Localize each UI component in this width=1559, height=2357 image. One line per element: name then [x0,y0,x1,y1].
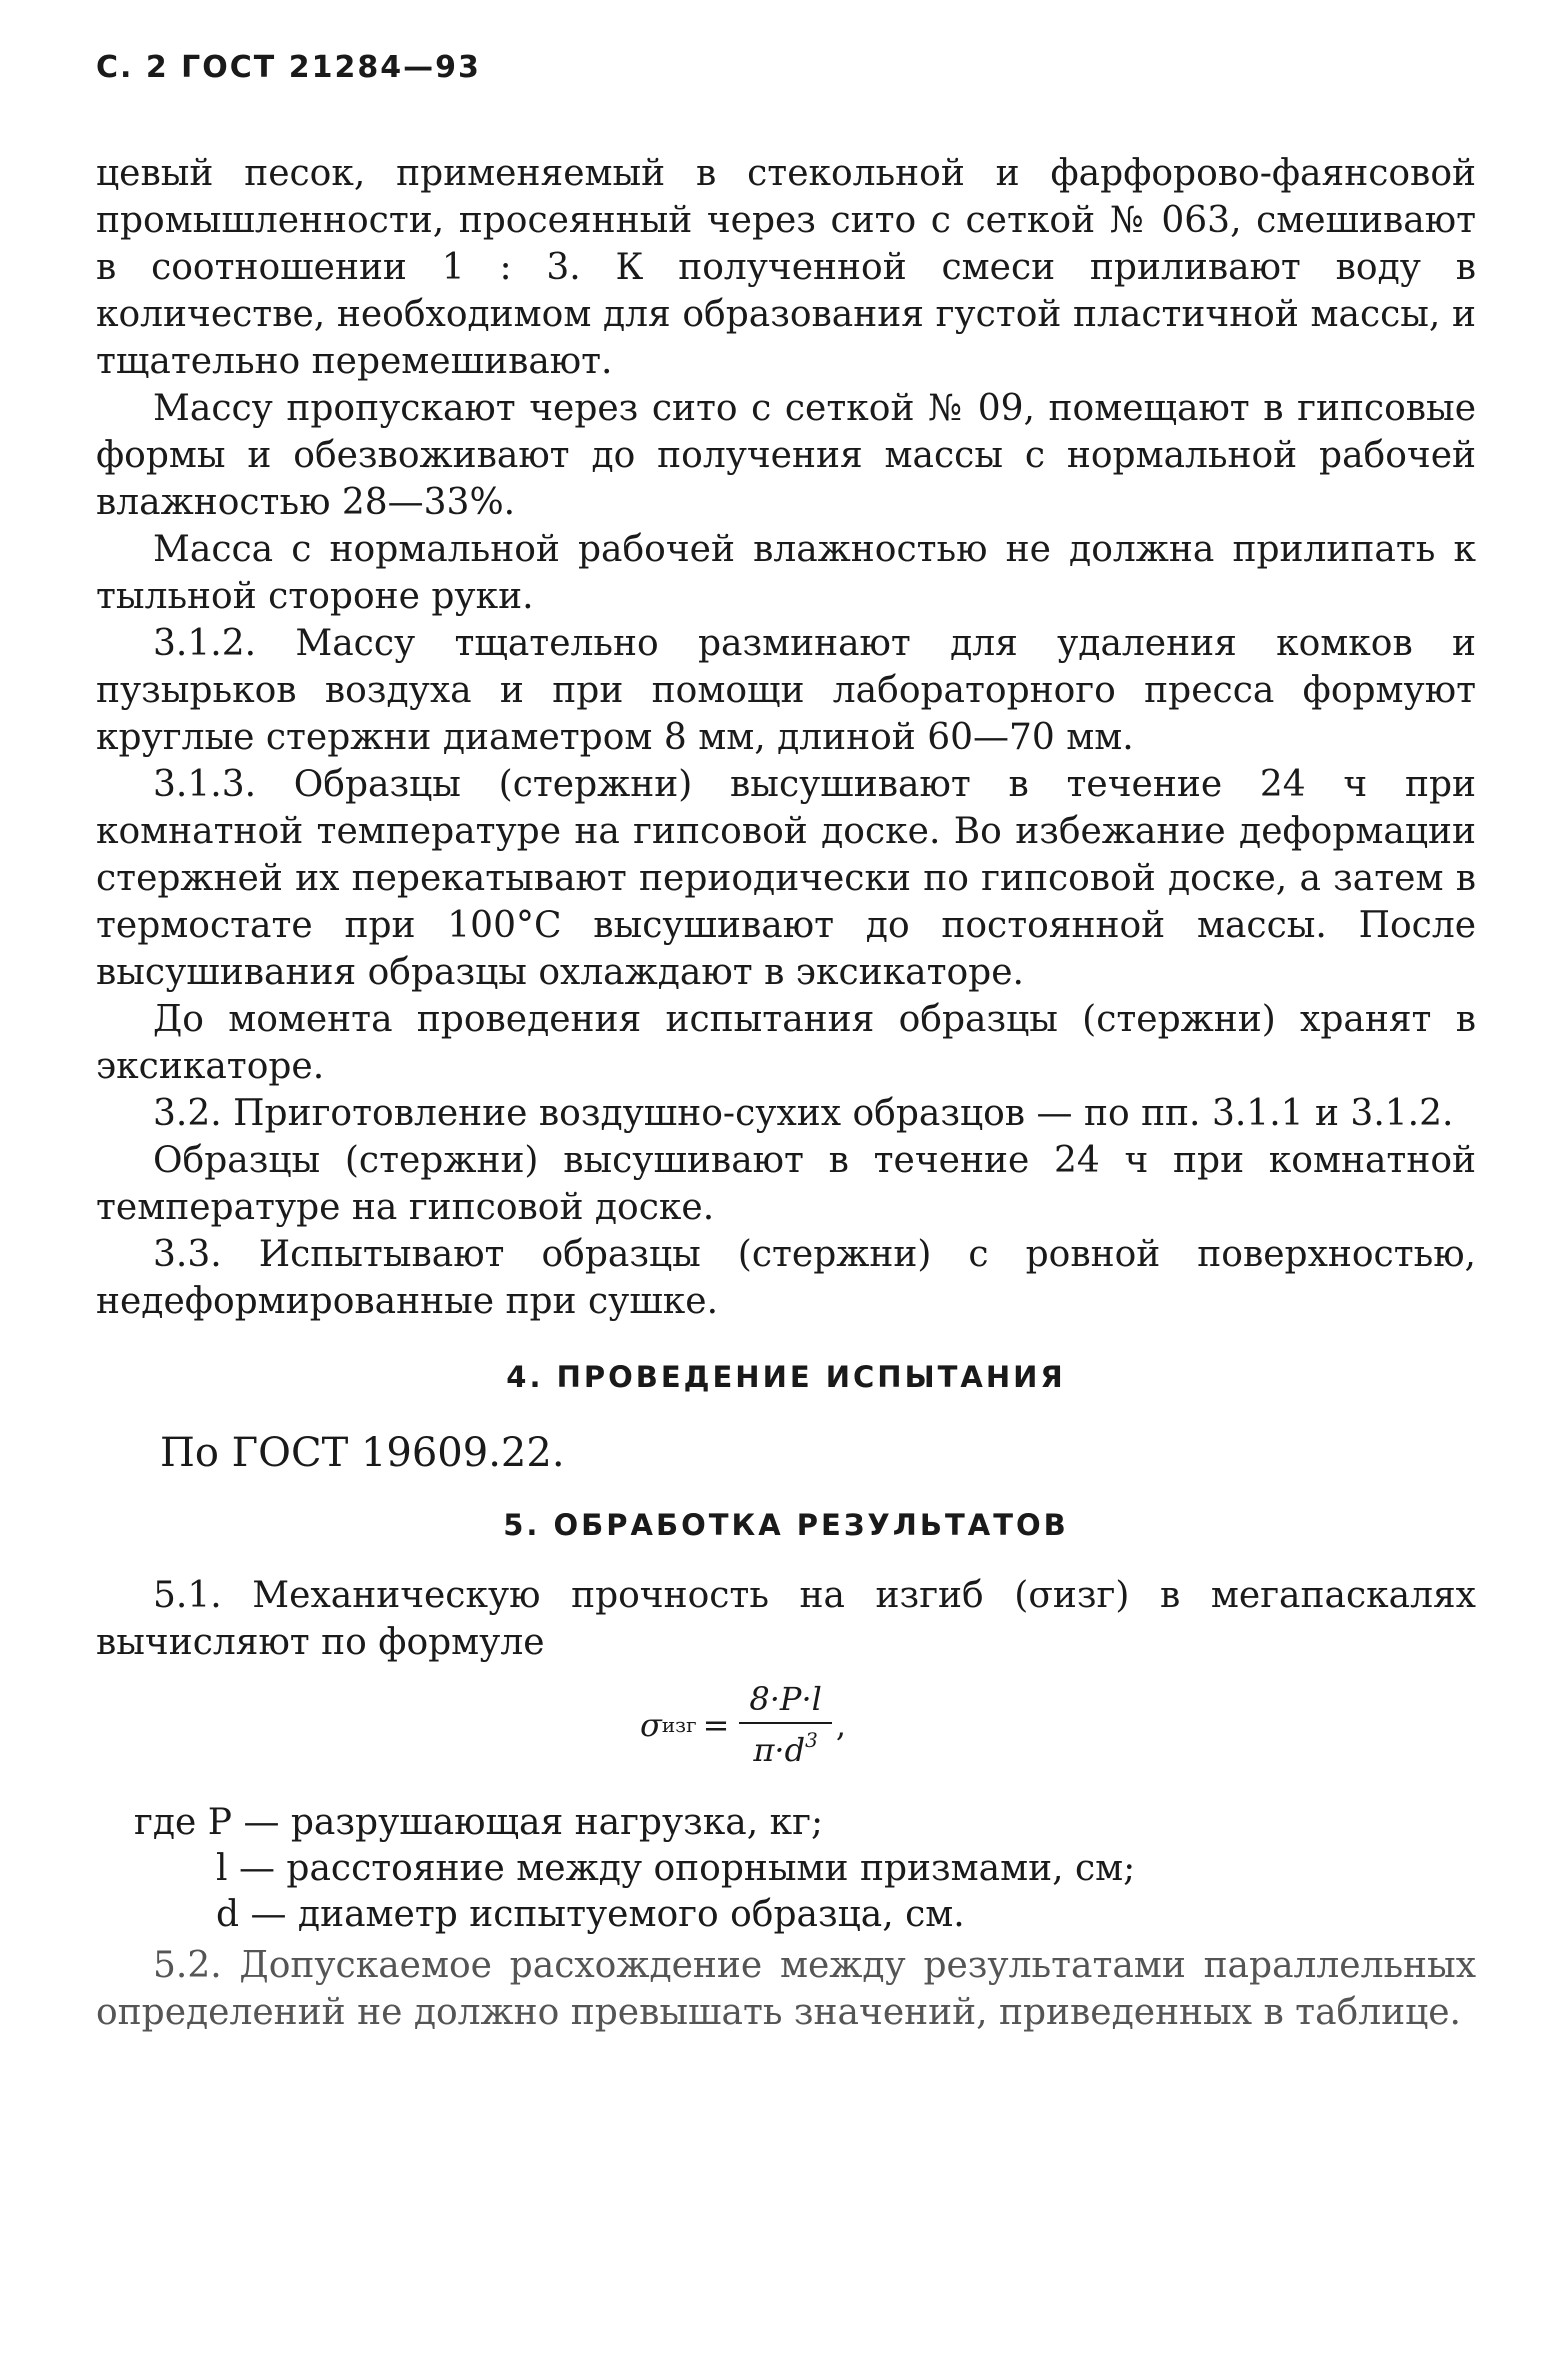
paragraph-sieve: Массу пропускают через сито с сеткой № 09, помещают в гипсовые формы и обезвоживают до получения массы с нормальной рабочей влажностью 28—33%. [96,388,1476,523]
paragraph-moisture: Масса с нормальной рабочей влажностью не должна прилипать к тыльной стороне руки. [96,529,1476,617]
definition-d: d — диаметр испытуемого образца, см. [216,1894,965,1935]
formula-definitions [134,1800,1135,1938]
paragraph-3-3: 3.3. Испытывают образцы (стержни) с ровной поверхностью, недеформированные при сушке. [96,1234,1476,1322]
formula-numerator: 8·P·l [739,1680,831,1724]
paragraph-3-2: 3.2. Приготовление воздушно-сухих образцов — по пп. 3.1.1 и 3.1.2. [153,1093,1454,1134]
paragraph-5-2-block [96,1942,1476,2036]
paragraph-3-1-2: 3.1.2. Массу тщательно разминают для удаления комков и пузырьков воздуха и при помощи лабораторного пресса формуют круглые стержни диаметром 8 мм, длиной 60—70 мм. [96,623,1476,758]
paragraph-air-dry: Образцы (стержни) высушивают в течение 24 ч при комнатной температуре на гипсовой доске. [96,1140,1476,1228]
section-4-title: 4. ПРОВЕДЕНИЕ ИСПЫТАНИЯ [506,1360,1066,1394]
section-5-title: 5. ОБРАБОТКА РЕЗУЛЬТАТОВ [503,1508,1069,1542]
paragraph-5-1: 5.1. Механическую прочность на изгиб (σизг) в мегапаскалях вычисляют по формуле [96,1575,1476,1663]
formula-denominator-base: π·d [753,1731,806,1769]
formula-fraction [739,1680,831,1769]
paragraph-storage: До момента проведения испытания образцы (стержни) хранят в эксикаторе. [96,999,1476,1087]
formula-trail: , [835,1705,847,1744]
paragraph-3-1-3: 3.1.3. Образцы (стержни) высушивают в течение 24 ч при комнатной температуре на гипсовой доске. Во избежание деформации стержней их перекатывают периодически по гипсовой доске, а затем в термостате при 100°С высушивают до постоянной массы. После высушивания образцы охлаждают в эксикаторе. [96,764,1476,993]
paragraph-5-2: 5.2. Допускаемое расхождение между результатами параллельных определений не должно превышать значений, приведенных в таблице. [96,1945,1476,2033]
definition-l: l — расстояние между опорными призмами, см; [216,1848,1136,1889]
formula-lhs: σ [640,1705,662,1744]
paragraph-5-1-block [96,1572,1476,1666]
definition-p: где P — разрушающая нагрузка, кг; [134,1802,824,1843]
page-header: С. 2 ГОСТ 21284—93 [96,50,481,85]
formula-denominator-exponent: 3 [805,1728,818,1752]
section-4-text: По ГОСТ 19609.22. [160,1430,565,1476]
bending-strength-formula [640,1680,846,1769]
paragraph-sand-mix: цевый песок, применяемый в стекольной и фарфорово-фаянсовой промышленности, просеянный через сито с сеткой № 063, смешивают в соотношении 1 : 3. К полученной смеси приливают воду в количестве, необходимом для образования густой пластичной массы, и тщательно перемешивают. [96,153,1476,382]
body-text-block [96,150,1476,1325]
formula-equals: = [702,1705,730,1744]
formula-denominator [753,1724,817,1769]
formula-lhs-subscript: изг [661,1712,697,1737]
